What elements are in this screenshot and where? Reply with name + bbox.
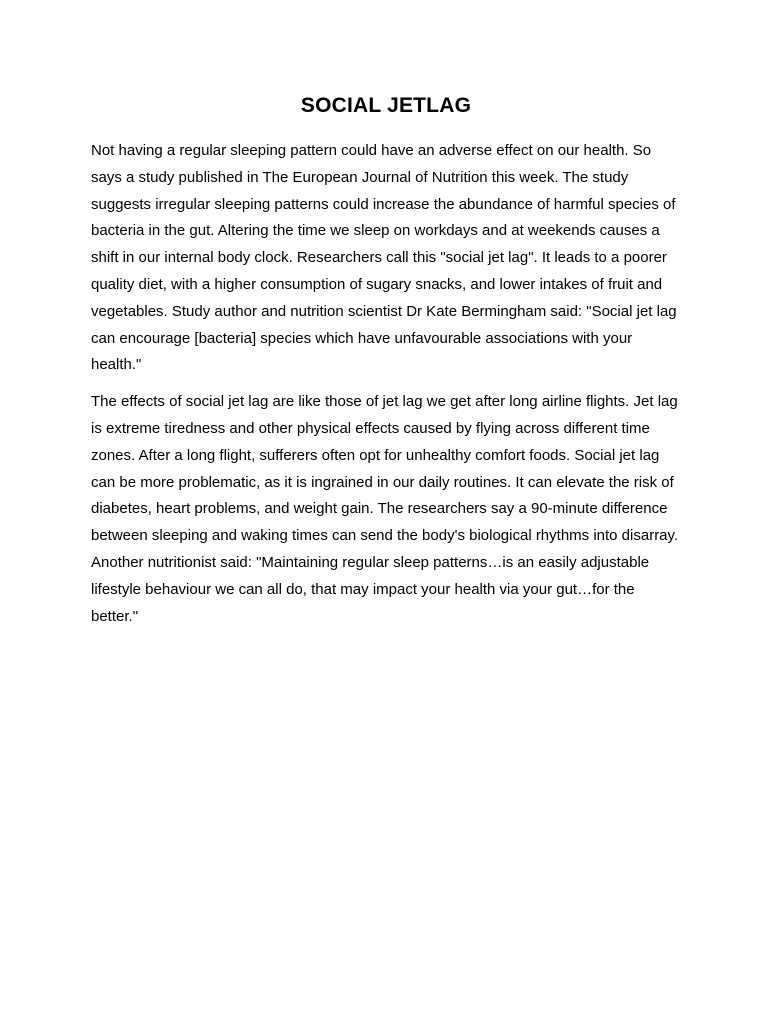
paragraph-2: The effects of social jet lag are like those of jet lag we get after long airline flights. Jet lag is extreme tiredness and other physical effects caused by flying across different time zones. After a long flight, sufferers often opt for unhealthy comfort foods. Social jet lag can be more problematic, as it is ingrained in our daily routines. It can elevate the risk of diabetes, heart problems, and weight gain. The researchers say a 90-minute difference between sleeping and waking times can send the body's biological rhythms into disarray. Another nutritionist said: "Maintaining regular sleep patterns…is an easily adjustable lifestyle behaviour we can all do, that may impact your health via your gut…for the better." xyxy=(91,393,679,625)
document-title: SOCIAL JETLAG xyxy=(300,94,472,117)
document-page xyxy=(91,90,681,640)
paragraph-1: Not having a regular sleeping pattern could have an adverse effect on our health. So says a study published in The European Journal of Nutrition this week. The study suggests irregular sleeping patterns could increase the abundance of harmful species of bacteria in the gut. Altering the time we sleep on workdays and at weekends causes a shift in our internal body clock. Researchers call this "social jet lag". It leads to a poorer quality diet, with a higher consumption of sugary snacks, and lower intakes of fruit and vegetables. Study author and nutrition scientist Dr Kate Bermingham said: "Social jet lag can encourage [bacteria] species which have unfavourable associations with your health." xyxy=(91,142,677,374)
